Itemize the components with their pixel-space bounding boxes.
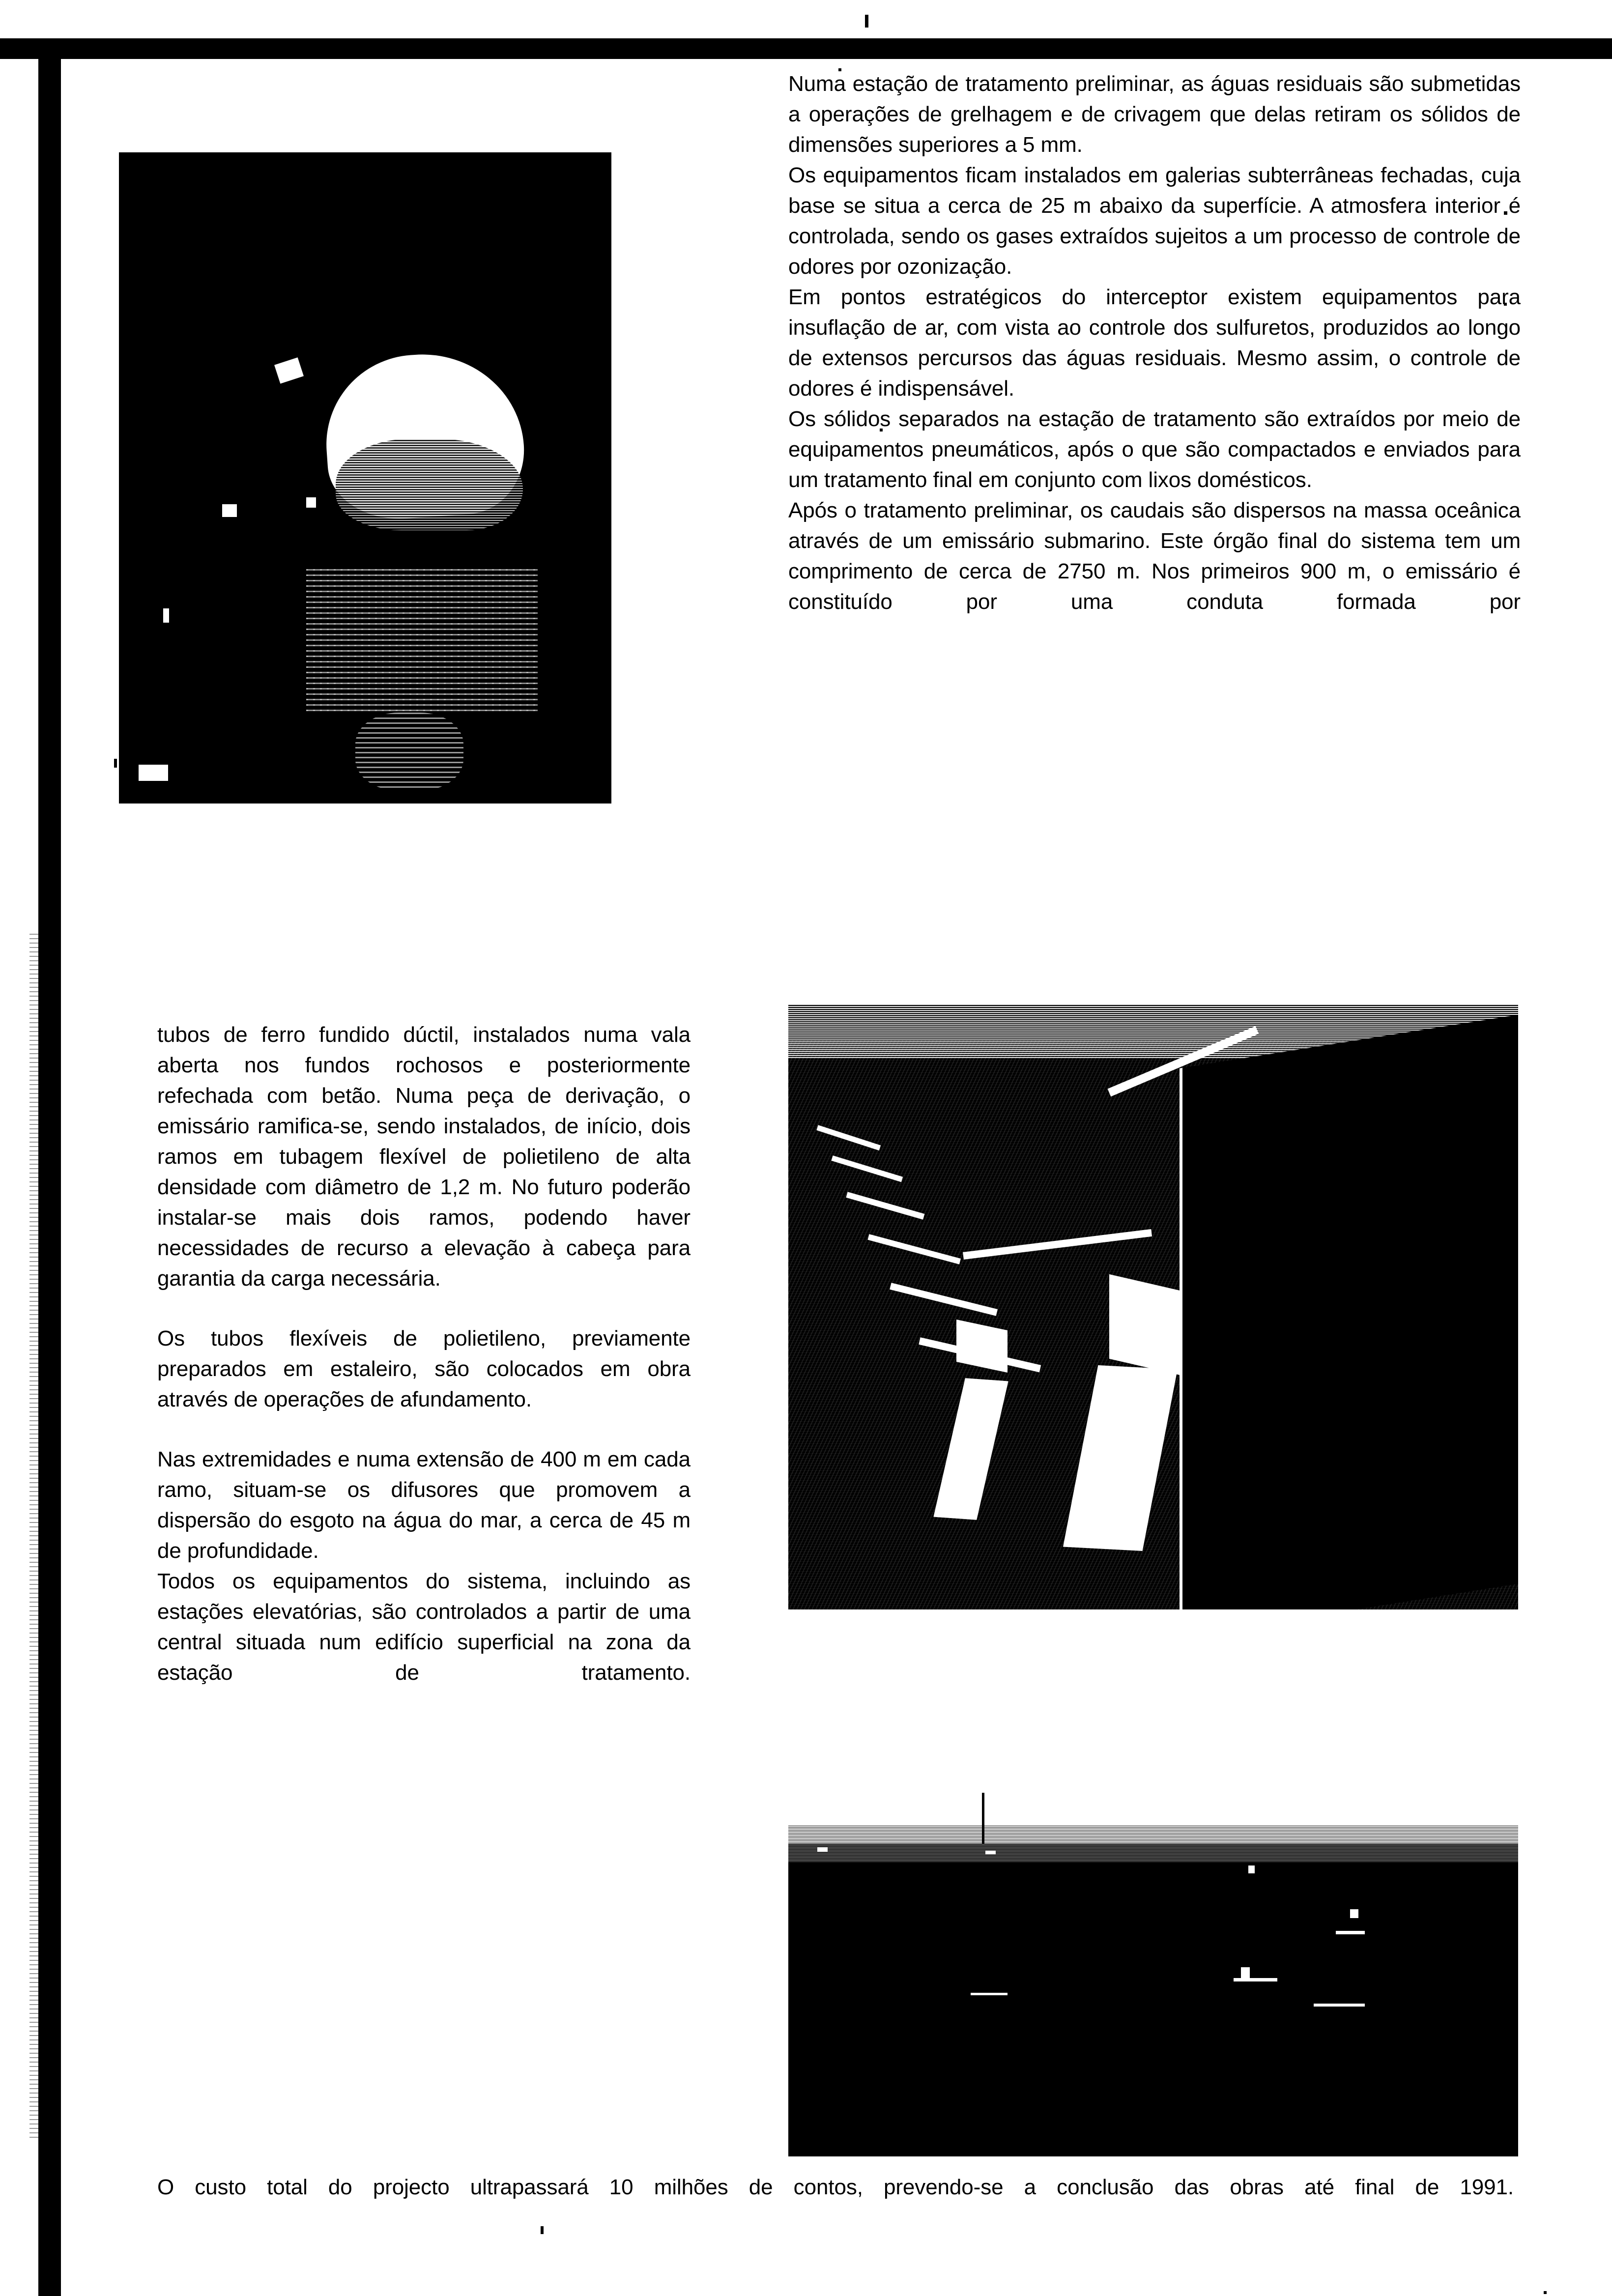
- paragraph: Em pontos estratégicos do interceptor existem equipamentos para insuflação de ar, com vista ao controle dos sulfuretos, produzidos ao longo de extensos percursos das águas residuais. Mesmo assim, o controle de odores é indispensável.: [788, 285, 1521, 401]
- page-frame-left-speckle: [29, 934, 39, 2138]
- right-column-text: [788, 69, 1521, 648]
- page-frame-left-edge: [38, 38, 61, 2296]
- distant-light: [971, 1993, 1007, 1995]
- paragraph: Numa estação de tratamento preliminar, as águas residuais são submetidas a operações de grelhagem e de crivagem que delas retiram os sólidos de dimensões superiores a 5 mm.: [788, 72, 1521, 157]
- paragraph: Nas extremidades e numa extensão de 400 m em cada ramo, situam-se os difusores que promovem a dispersão do esgoto na água do mar, a cerca de 45 m de profundidade.: [157, 1447, 691, 1563]
- paragraph: Os tubos flexíveis de polietileno, previamente preparados em estaleiro, são colocados em obra através de operações de afundamento.: [157, 1326, 691, 1411]
- distant-light: [1241, 1967, 1250, 1978]
- scan-speck: [114, 759, 117, 768]
- distant-light: [817, 1847, 828, 1852]
- distant-light: [1336, 1931, 1365, 1934]
- distant-light: [1314, 2004, 1365, 2007]
- mast-silhouette: [982, 1793, 984, 1844]
- tunnel-bright-fleck: [139, 765, 168, 781]
- distant-light: [1234, 1978, 1277, 1981]
- left-column-text: [157, 1020, 691, 1719]
- paragraph: tubos de ferro fundido dúctil, instalados numa vala aberta nos fundos rochosos e posteriormente refechada com betão. Numa peça de derivação, o emissário ramifica-se, sendo instalados, de início, dois ramos em tubagem flexível de polietileno de alta densidade com diâmetro de 1,2 m. No futuro poderão instalar-se mais dois ramos, podendo haver necessidades de recurso a elevação à cabeça para garantia da carga necessária.: [157, 1023, 691, 1291]
- page-frame-top-edge: [0, 38, 1612, 59]
- paragraph: O custo total do projecto ultrapassará 10 milhões de contos, prevendo-se a conclusão das obras até final de 1991.: [157, 2175, 1514, 2199]
- figure-tunnel-photo: [119, 152, 611, 804]
- tunnel-rock-texture: [336, 439, 523, 530]
- figure-concrete-blocks-photo: [788, 1004, 1518, 1609]
- scan-speck: [1544, 2291, 1547, 2294]
- distant-light: [985, 1851, 996, 1854]
- horizon-grain-band: [788, 1826, 1518, 1862]
- paragraph: Todos os equipamentos do sistema, incluindo as estações elevatórias, são controlados a partir de uma central situada num edifício superficial na zona da estação de tratamento.: [157, 1569, 691, 1685]
- tunnel-water-reflection: [306, 569, 538, 713]
- paragraph: Os equipamentos ficam instalados em galerias subterrâneas fechadas, cuja base se situa a cerca de 25 m abaixo da superfície. A atmosfera interior é controlada, sendo os gases extraídos sujeitos a um processo de controle de odores por ozonização.: [788, 163, 1521, 279]
- white-concrete-slab: [1109, 1274, 1182, 1376]
- distant-light: [1248, 1866, 1255, 1873]
- tunnel-bright-fleck: [306, 497, 316, 508]
- scan-speck: [865, 15, 868, 28]
- distant-light: [1350, 1909, 1358, 1918]
- paragraph: Os sólidos separados na estação de tratamento são extraídos por meio de equipamentos pneumáticos, após o que são compactados e enviados para um tratamento final em conjunto com lixos domésticos.: [788, 407, 1521, 492]
- tunnel-bright-fleck: [163, 608, 169, 623]
- figure-night-sea-photo: [788, 1793, 1518, 2156]
- closing-paragraph: [157, 2172, 1514, 2233]
- tunnel-bright-fleck: [222, 504, 237, 517]
- tunnel-bright-fleck: [274, 357, 304, 383]
- tunnel-water-reflection-lower: [355, 713, 463, 791]
- foreground-concrete-block: [1180, 1012, 1518, 1609]
- paragraph: Após o tratamento preliminar, os caudais são dispersos na massa oceânica através de um emissário submarino. Este órgão final do sistema tem um comprimento de cerca de 2750 m. Nos primeiros 900 m, o emissário é constituído por uma conduta formada por: [788, 498, 1521, 614]
